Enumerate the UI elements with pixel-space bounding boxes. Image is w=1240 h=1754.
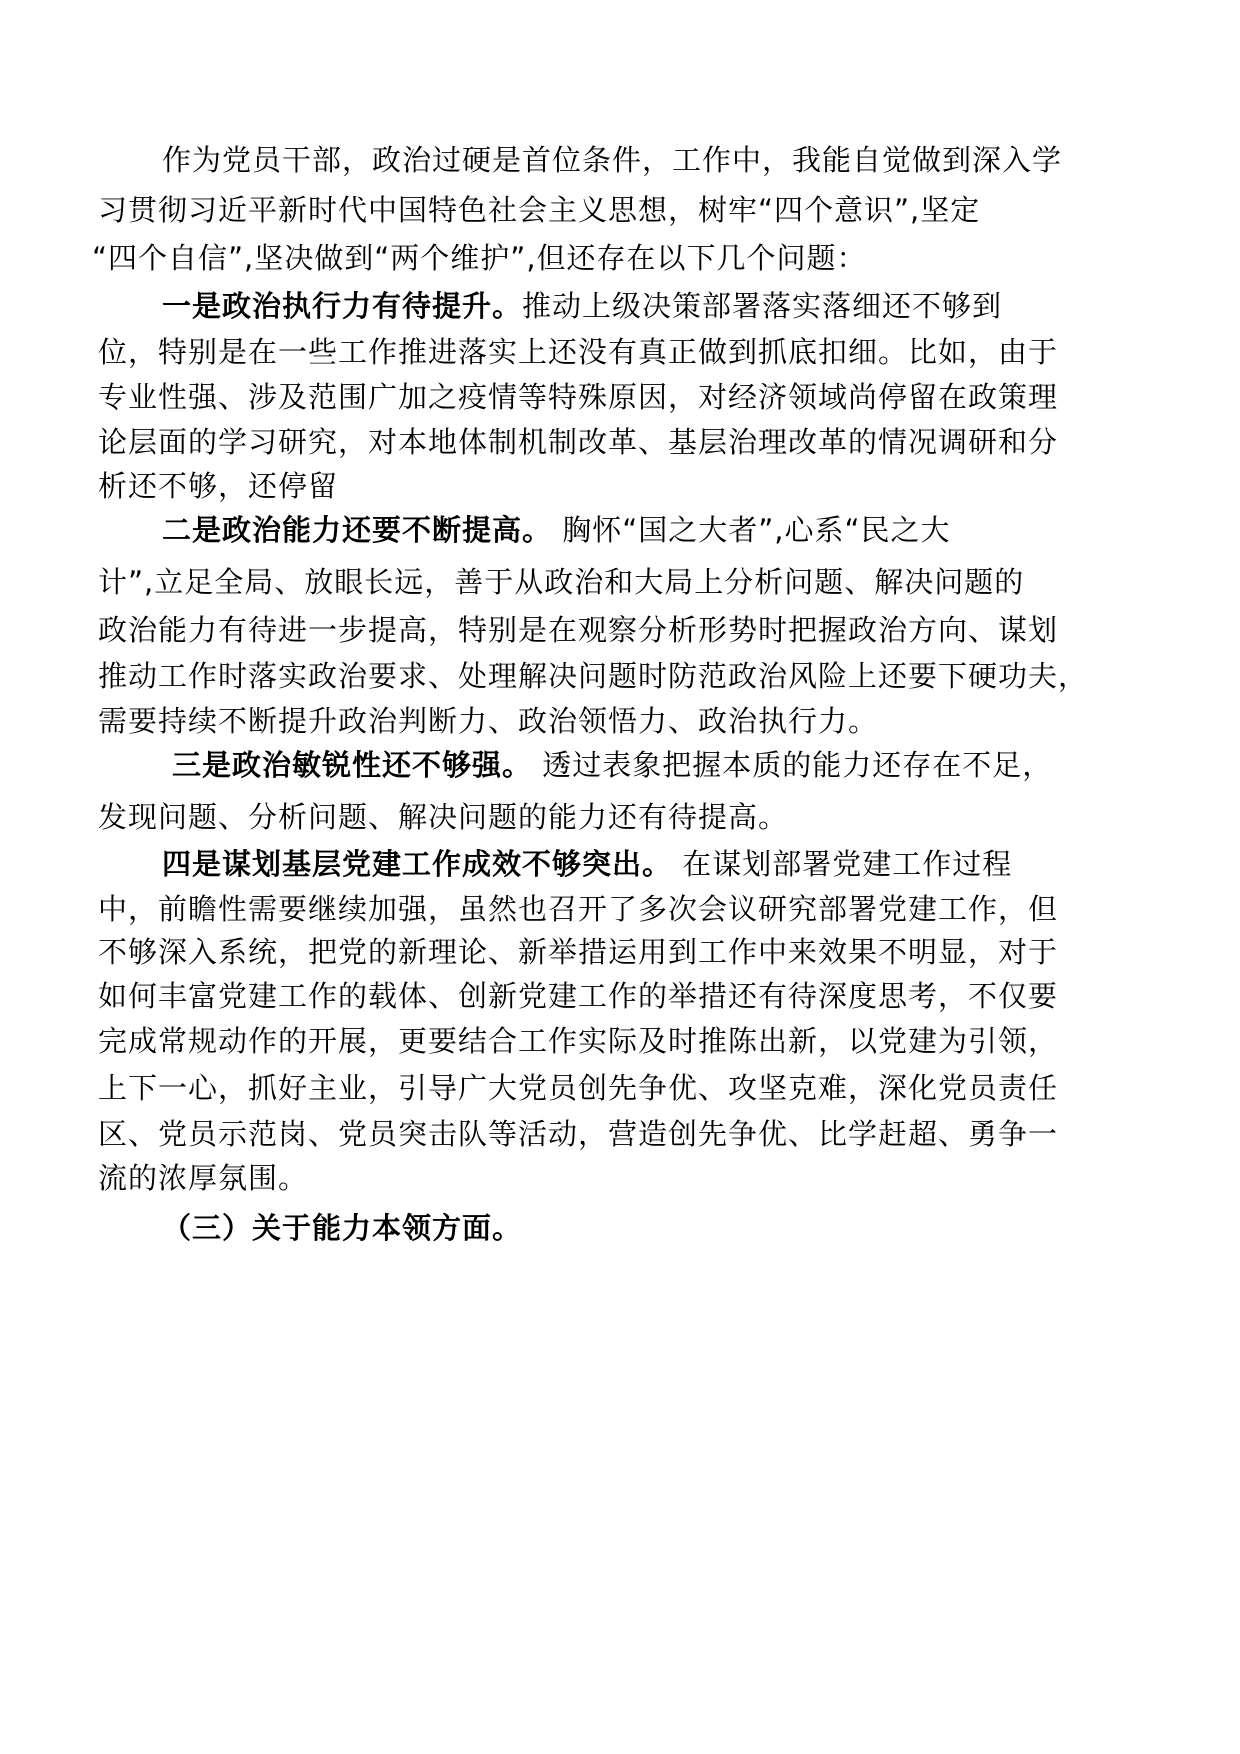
point1-first-line xyxy=(162,286,1002,326)
point2-line-5: 需要持续不断提升政治判断力、政治领悟力、政治执行力。 xyxy=(98,704,879,738)
point4-first-line-text: 在谋划部署党建工作过程 xyxy=(672,847,1013,881)
point1-line-3: 专业性强、涉及范围广加之疫情等特殊原因，对经济领域尚停留在政策理 xyxy=(98,380,1059,414)
point2-heading: 二是政治能力还要不断提高。 xyxy=(162,513,553,547)
point4-line-2: 中，前瞻性需要继续加强，虽然也召开了多次会议研究部署党建工作，但 xyxy=(98,892,1059,926)
point1-line-5: 析还不够，还停留 xyxy=(98,469,339,503)
point3-line-2: 发现问题、分析问题、解决问题的能力还有待提高。 xyxy=(98,800,789,834)
point3-heading: 三是政治敏锐性还不够强。 xyxy=(172,748,533,782)
point2-first-line-text: 胸怀“国之大者”,心系“民之大 xyxy=(552,513,951,547)
section3-heading: （三）关于能力本领方面。 xyxy=(162,1211,523,1245)
point2-line-2: 计”,立足全局、放眼长远，善于从政治和大局上分析问题、解决问题的 xyxy=(98,565,1025,599)
point1-first-line-text: 推动上级决策部署落实落细还不够到 xyxy=(522,289,1003,323)
intro-line-2: 习贯彻习近平新时代中国特色社会主义思想，树牢“四个意识”,坚定 xyxy=(98,193,981,227)
point4-line-8: 流的浓厚氛围。 xyxy=(98,1161,309,1195)
point4-line-7: 区、党员示范岗、党员突击队等活动，营造创先争优、比学赶超、勇争一 xyxy=(98,1117,1059,1151)
intro-line-1: 作为党员干部，政治过硬是首位条件，工作中，我能自觉做到深入学 xyxy=(162,143,1063,177)
point2-line-4: 推动工作时落实政治要求、处理解决问题时防范政治风险上还要下硬功夫， xyxy=(98,659,1089,693)
point2-line-3: 政治能力有待进一步提高，特别是在观察分析形势时把握政治方向、谋划 xyxy=(98,613,1059,647)
point4-line-6: 上下一心，抓好主业，引导广大党员创先争优、攻坚克难，深化党员责任 xyxy=(98,1071,1059,1105)
point1-line-4: 论层面的学习研究，对本地体制机制改革、基层治理改革的情况调研和分 xyxy=(98,425,1059,459)
point2-first-line xyxy=(162,510,951,550)
point4-line-4: 如何丰富党建工作的载体、创新党建工作的举措还有待深度思考，不仅要 xyxy=(98,979,1059,1013)
point4-first-line xyxy=(162,844,1012,884)
point4-line-3: 不够深入系统，把党的新理论、新举措运用到工作中来效果不明显，对于 xyxy=(98,935,1059,969)
point3-first-line xyxy=(172,745,1052,785)
point1-heading: 一是政治执行力有待提升。 xyxy=(162,289,523,323)
point4-line-5: 完成常规动作的开展，更要结合工作实际及时推陈出新，以党建为引领， xyxy=(98,1024,1059,1058)
intro-line-3: “四个自信”,坚决做到“两个维护”,但还存在以下几个问题： xyxy=(92,241,867,275)
point1-line-2: 位，特别是在一些工作推进落实上还没有真正做到抓底扣细。比如，由于 xyxy=(98,335,1059,369)
point4-heading: 四是谋划基层党建工作成效不够突出。 xyxy=(162,847,673,881)
point3-first-line-text: 透过表象把握本质的能力还存在不足， xyxy=(532,748,1053,782)
